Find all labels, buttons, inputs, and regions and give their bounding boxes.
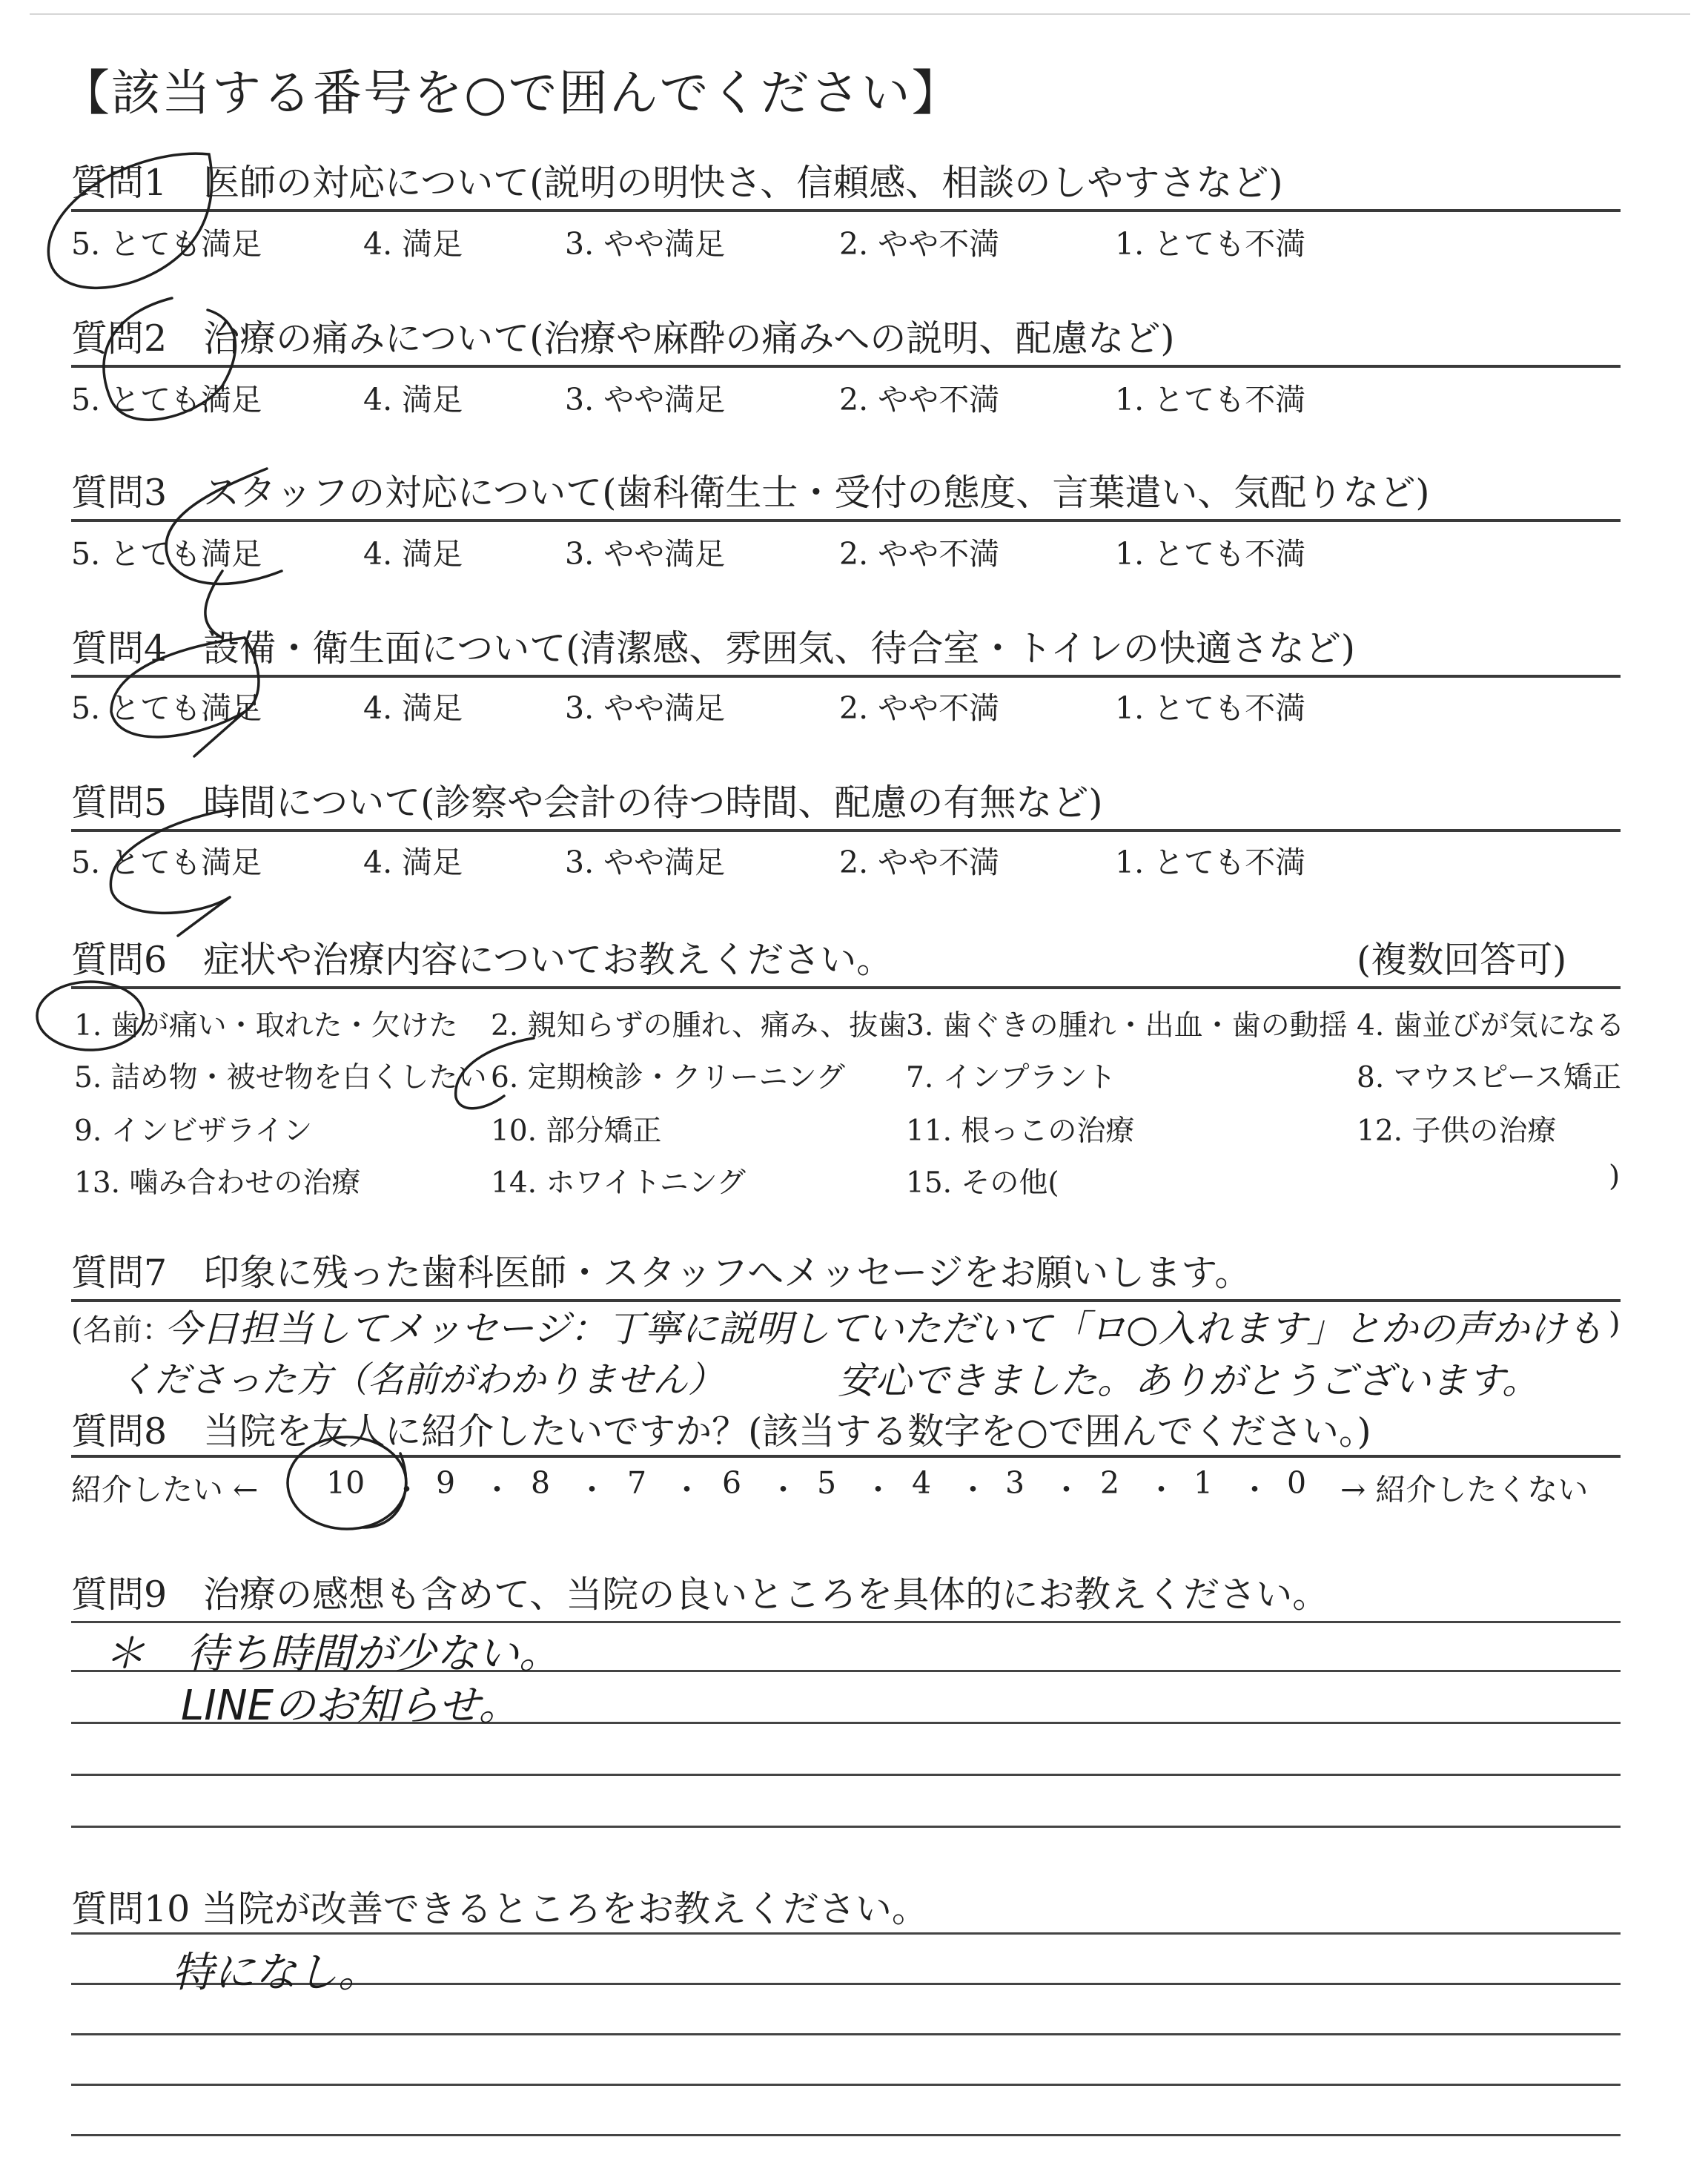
q6-option-14[interactable]: 14. ホワイトニング bbox=[491, 1166, 746, 1200]
q4-option-1[interactable]: 1. とても不満 bbox=[1115, 690, 1306, 726]
q10-line-4 bbox=[71, 2084, 1621, 2086]
q5-tail-mark bbox=[178, 897, 230, 936]
q9-answer-line1[interactable]: ＊ 待ち時間が少ない。 bbox=[104, 1630, 560, 1678]
q9-line-5 bbox=[71, 1826, 1621, 1828]
q5-option-3[interactable]: 3. やや満足 bbox=[565, 845, 726, 880]
q6-option-5[interactable]: 5. 詰め物・被せ物を白くしたい bbox=[74, 1061, 487, 1094]
q3-rule bbox=[71, 519, 1621, 522]
q5-option-4[interactable]: 4. 満足 bbox=[363, 845, 463, 880]
q1-option-5[interactable]: 5. とても満足 bbox=[71, 226, 262, 262]
q6-title: 質問6 症状や治療内容についてお教えください。 bbox=[71, 939, 893, 981]
q6-option-2[interactable]: 2. 親知らずの腫れ、痛み、抜歯 bbox=[491, 1009, 907, 1043]
q10-title: 質問10 当院が改善できるところをお教えください。 bbox=[71, 1888, 928, 1930]
q1-option-1[interactable]: 1. とても不満 bbox=[1115, 226, 1306, 262]
q8-separator: ・ bbox=[577, 1472, 607, 1507]
q7-title: 質問7 印象に残った歯科医師・スタッフへメッセージをお願いします。 bbox=[71, 1252, 1251, 1294]
q6-option-4[interactable]: 4. 歯並びが気になる bbox=[1357, 1009, 1625, 1043]
q8-score-9[interactable]: 9 bbox=[436, 1465, 456, 1501]
top-border bbox=[30, 13, 1690, 15]
q6-option-13[interactable]: 13. 噛み合わせの治療 bbox=[74, 1166, 361, 1200]
q6-option-6[interactable]: 6. 定期検診・クリーニング bbox=[491, 1061, 845, 1094]
q8-title: 質問8 当院を友人に紹介したいですか？(該当する数字を○で囲んでください。) bbox=[71, 1410, 1371, 1453]
q7-message-line1[interactable]: 今日担当してメッセージ：丁寧に説明していただいて「ロ○入れます」とかの声かけも bbox=[165, 1307, 1603, 1350]
q3-option-1[interactable]: 1. とても不満 bbox=[1115, 536, 1306, 572]
q8-separator: ・ bbox=[391, 1472, 422, 1507]
q8-score-0[interactable]: 0 bbox=[1287, 1465, 1307, 1501]
q2-option-5[interactable]: 5. とても満足 bbox=[71, 382, 262, 417]
q7-message-line2b[interactable]: 安心できました。ありがとうございます。 bbox=[838, 1359, 1539, 1402]
q4-rule bbox=[71, 675, 1621, 678]
q8-score-2[interactable]: 2 bbox=[1100, 1465, 1120, 1501]
q2-option-3[interactable]: 3. やや満足 bbox=[565, 382, 726, 417]
q8-separator: ・ bbox=[768, 1472, 798, 1507]
q6-option-10[interactable]: 10. 部分矯正 bbox=[491, 1114, 662, 1148]
q8-score-5[interactable]: 5 bbox=[817, 1465, 837, 1501]
q6-note: (複数回答可) bbox=[1357, 939, 1567, 981]
q8-score-8[interactable]: 8 bbox=[531, 1465, 551, 1501]
q8-score-7[interactable]: 7 bbox=[627, 1465, 647, 1501]
q6-option-12[interactable]: 12. 子供の治療 bbox=[1357, 1114, 1557, 1148]
q8-separator: ・ bbox=[1051, 1472, 1082, 1507]
q6-option-3[interactable]: 3. 歯ぐきの腫れ・出血・歯の動揺 bbox=[906, 1009, 1348, 1043]
q8-left-label: 紹介したい ← bbox=[71, 1472, 259, 1507]
q4-option-2[interactable]: 2. やや不満 bbox=[839, 690, 1000, 726]
q4-option-5[interactable]: 5. とても満足 bbox=[71, 690, 262, 726]
q3-option-5[interactable]: 5. とても満足 bbox=[71, 536, 262, 572]
q5-option-2[interactable]: 2. やや不満 bbox=[839, 845, 1000, 880]
q4-option-4[interactable]: 4. 満足 bbox=[363, 690, 463, 726]
q7-name-label: (名前： bbox=[71, 1313, 172, 1347]
q2-title: 質問2 治療の痛みについて(治療や麻酔の痛みへの説明、配慮など) bbox=[71, 317, 1175, 360]
q8-score-3[interactable]: 3 bbox=[1005, 1465, 1025, 1501]
q10-line-1 bbox=[71, 1932, 1621, 1935]
q8-score-10[interactable]: 10 bbox=[326, 1465, 365, 1501]
q6-option-8[interactable]: 8. マウスピース矯正 bbox=[1357, 1061, 1621, 1094]
q10-answer-line1[interactable]: 特になし。 bbox=[172, 1949, 380, 1997]
q8-separator: ・ bbox=[1239, 1472, 1270, 1507]
q6-other-close: ) bbox=[1609, 1160, 1621, 1193]
q5-option-5[interactable]: 5. とても満足 bbox=[71, 845, 262, 880]
q2-option-4[interactable]: 4. 満足 bbox=[363, 382, 463, 417]
q2-option-1[interactable]: 1. とても不満 bbox=[1115, 382, 1306, 417]
q8-score-4[interactable]: 4 bbox=[912, 1465, 932, 1501]
q1-rule bbox=[71, 209, 1621, 212]
q1-option-2[interactable]: 2. やや不満 bbox=[839, 226, 1000, 262]
q8-right-label: → 紹介したくない bbox=[1340, 1472, 1589, 1507]
q1-option-3[interactable]: 3. やや満足 bbox=[565, 226, 726, 262]
q5-title: 質問5 時間について(診察や会計の待つ時間、配慮の有無など) bbox=[71, 782, 1103, 824]
q8-score-6[interactable]: 6 bbox=[722, 1465, 742, 1501]
form-header: 【該当する番号を○で囲んでください】 bbox=[61, 65, 962, 122]
q8-separator: ・ bbox=[672, 1472, 702, 1507]
q1-option-4[interactable]: 4. 満足 bbox=[363, 226, 463, 262]
q8-score-1[interactable]: 1 bbox=[1194, 1465, 1214, 1501]
q6-option-11[interactable]: 11. 根っこの治療 bbox=[906, 1114, 1135, 1148]
q8-separator: ・ bbox=[482, 1472, 512, 1507]
q8-separator: ・ bbox=[863, 1472, 893, 1507]
q9-title: 質問9 治療の感想も含めて、当院の良いところを具体的にお教えください。 bbox=[71, 1573, 1329, 1616]
q7-message-line2a[interactable]: くださった方（名前がわかりません） bbox=[119, 1359, 724, 1401]
q10-line-5 bbox=[71, 2134, 1621, 2136]
q6-option-15[interactable]: 15. その他( bbox=[906, 1166, 1059, 1200]
q6-option-7[interactable]: 7. インプラント bbox=[906, 1061, 1116, 1094]
q6-rule bbox=[71, 986, 1621, 989]
q6-option-1[interactable]: 1. 歯が痛い・取れた・欠けた bbox=[74, 1009, 458, 1043]
q2-option-2[interactable]: 2. やや不満 bbox=[839, 382, 1000, 417]
q8-separator: ・ bbox=[1146, 1472, 1176, 1507]
q9-answer-line2[interactable]: LINEのお知らせ。 bbox=[181, 1682, 520, 1730]
q1-title: 質問1 医師の対応について(説明の明快さ、信頼感、相談のしやすさなど) bbox=[71, 162, 1283, 204]
q3-option-2[interactable]: 2. やや不満 bbox=[839, 536, 1000, 572]
q4-title: 質問4 設備・衛生面について(清潔感、雰囲気、待合室・トイレの快適さなど) bbox=[71, 627, 1355, 670]
q6-option-9[interactable]: 9. インビザライン bbox=[74, 1114, 313, 1148]
q5-option-1[interactable]: 1. とても不満 bbox=[1115, 845, 1306, 880]
q8-rule bbox=[71, 1455, 1621, 1458]
q5-rule bbox=[71, 829, 1621, 832]
q2-rule bbox=[71, 365, 1621, 368]
q3-title: 質問3 スタッフの対応について(歯科衛生士・受付の態度、言葉遣い、気配りなど) bbox=[71, 472, 1430, 514]
q10-line-3 bbox=[71, 2033, 1621, 2035]
q9-line-4 bbox=[71, 1774, 1621, 1776]
q3-option-4[interactable]: 4. 満足 bbox=[363, 536, 463, 572]
q4-option-3[interactable]: 3. やや満足 bbox=[565, 690, 726, 726]
q8-separator: ・ bbox=[958, 1472, 988, 1507]
q3-option-3[interactable]: 3. やや満足 bbox=[565, 536, 726, 572]
q7-close-paren: ) bbox=[1609, 1307, 1621, 1341]
